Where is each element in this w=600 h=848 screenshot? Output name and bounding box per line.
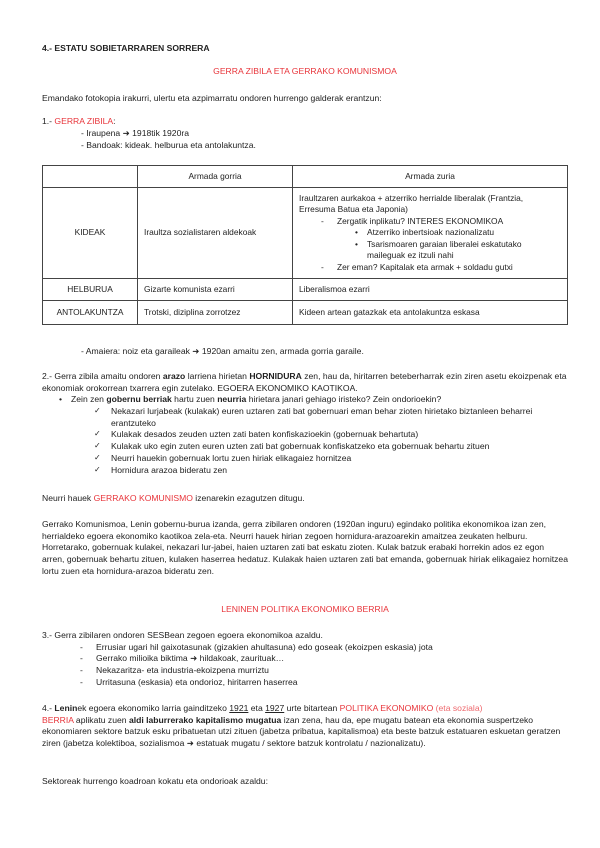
q3-item-3: - Nekazaritza- eta industria-ekoizpena murriztu bbox=[80, 665, 568, 677]
row-label-antolakuntza: ANTOLAKUNTZA bbox=[43, 300, 138, 324]
kideak-white-list bbox=[299, 216, 561, 227]
q1-label: GERRA ZIBILA bbox=[54, 116, 114, 126]
kideak-white-question-2: - Zer eman? Kapitalak eta armak + soldadu gutxi bbox=[321, 262, 561, 273]
q2-tick-1: ✓ Nekazari lurjabeak (kulakak) euren uztaren zati bat gobernuari eman behar zioten hirietako biztanleen beharrei erantzuteko bbox=[94, 406, 570, 429]
armies-table bbox=[42, 165, 568, 325]
table-row-antolakuntza bbox=[43, 300, 568, 324]
kideak-white-sublist bbox=[299, 227, 561, 261]
q4-part: urte bitartean bbox=[284, 703, 340, 713]
q4-limited-capitalism: aldi laburrerako kapitalismo mugatua bbox=[128, 714, 282, 725]
kideak-white-bullet-2: • Tsarismoaren garaian liberalei eskatutako maileguak ez itzuli nahi bbox=[355, 239, 561, 262]
table-header-empty bbox=[43, 166, 138, 188]
q4-part: 4.- bbox=[42, 703, 55, 713]
q2-b-gobernu: gobernu berriak bbox=[106, 394, 172, 405]
question-3 bbox=[42, 630, 568, 688]
q2-b-neurria: neurria bbox=[217, 394, 247, 405]
q2-tick-3: ✓ Kulakak uko egin zuten euren uzten zati bat gobernuak konfiskatzeko eta gobernuak behartu zituen bbox=[94, 441, 570, 453]
q1-list bbox=[81, 128, 256, 151]
kideak-white bbox=[293, 188, 568, 279]
kideak-white-intro: Iraultzaren aurkakoa + atzerriko herrialde liberalak (Frantzia, Erresuma Batua eta Japonia) bbox=[299, 193, 524, 215]
q2-bullets bbox=[42, 394, 570, 406]
kideak-red: Iraultza sozialistaren aldekoak bbox=[138, 188, 293, 279]
q2-part: larriena hirietan bbox=[185, 371, 250, 381]
kideak-white-bullet-1: • Atzerriko inbertsioak nazionalizatu bbox=[355, 227, 561, 238]
q4-nep-social: (eta soziala) bbox=[433, 703, 483, 713]
q4-part: aplikatu zuen bbox=[73, 714, 129, 725]
closing-line: Sektoreak hurrengo koadroan kokatu eta ondorioak azaldu: bbox=[42, 776, 268, 786]
neurri-part: izenarekin ezagutzen ditugu. bbox=[192, 493, 305, 503]
section-title: 4.- ESTATU SOBIETARRAREN SORRERA bbox=[42, 43, 210, 53]
q4-year-1921: 1921 bbox=[229, 703, 249, 713]
q2-tick-2: ✓ Kulakak desados zeuden uzten zati baten konfiskazioekin (gobernuak behartuta) bbox=[94, 429, 570, 441]
q2-text bbox=[42, 371, 570, 394]
war-communism-paragraph: Gerrako Komunismoa, Lenin gobernu-burua izanda, gerra zibilaren ondoren (1920an inguru) egindako politika ekonomikoa izan zen, herrialdeko egoera ekonomiko kaotikoa zela-eta. Neurri hauek hirian zegoen hornidura-arazoarekin amaitzea zeukaten helburu. Horretarako, gobernuak kulakei, nekazari lur-jabei, haien uztaren zati bat eskatu zioten. Kulak batzuk erabaki horrekin ados ez egon arren, gobernuak behartu zituen, kulaken haserrea hedatuz. Kulakak haien uztaren zati bat emanda, gobernuak hiriak elikagaiez hornitzea lortu zuen eta hornidura-arazoa bideratu zen. bbox=[42, 519, 568, 576]
q4-lenin: Lenin bbox=[54, 703, 78, 713]
row-label-kideak: KIDEAK bbox=[43, 188, 138, 279]
q2-bullet-question bbox=[59, 394, 570, 406]
q2-hornidura: HORNIDURA bbox=[249, 371, 302, 381]
intro-text: Emandako fotokopia irakurri, ulertu eta azpimarratu ondoren hurrengo galderak erantzun: bbox=[42, 93, 382, 103]
q3-item-2: - Gerrako milioika biktima ➜ hildakoak, zaurituak… bbox=[80, 653, 568, 665]
q4-year-1927: 1927 bbox=[265, 703, 285, 713]
helburua-red: Gizarte komunista ezarri bbox=[138, 278, 293, 300]
table-row-kideak bbox=[43, 188, 568, 279]
question-2 bbox=[42, 371, 570, 476]
q2-tick-5: ✓ Hornidura arazoa bideratu zen bbox=[94, 465, 570, 477]
q3-text: 3.- Gerra zibilaren ondoren SESBean zegoen egoera ekonomikoa azaldu. bbox=[42, 630, 323, 640]
q1-item-sides: - Bandoak: kideak. helburua eta antolakuntza. bbox=[81, 139, 256, 150]
amaiera-line: - Amaiera: noiz eta garaileak ➜ 1920an amaitu zen, armada gorria garaile. bbox=[81, 346, 364, 356]
heading-nep: LENINEN POLITIKA EKONOMIKO BERRIA bbox=[221, 604, 389, 614]
neurri-gerrako-komunismo: GERRAKO KOMUNISMO bbox=[93, 493, 193, 503]
row-label-helburua: HELBURUA bbox=[43, 278, 138, 300]
q4-part: ek egoera ekonomiko larria gainditzeko bbox=[77, 703, 230, 713]
kideak-white-question-1: - Zergatik inplikatu? INTERES EKONOMIKOA bbox=[321, 216, 561, 227]
helburua-white: Liberalismoa ezarri bbox=[293, 278, 568, 300]
q1-colon: : bbox=[113, 116, 116, 126]
antolakuntza-red: Trotski, diziplina zorrotzez bbox=[138, 300, 293, 324]
q2-b-part: hirietara janari gehiago iristeko? Zein ondorioekin? bbox=[246, 394, 442, 405]
q1-num: 1.- bbox=[42, 116, 55, 126]
q4-part: izan zena, hau da, epe mugatu batean eta ekonomia suspertzeko ekonomiaren sektore batzuk esku pribatuetan utzi zituen (jabetza pribatua, kapitalismoa) eta beste batzuk estatuaren eskuetan geratzen ziren (jabetza kolektiboa, sozialismoa ➜ estatuak mugatu / sektore batzuk kontrolatu / nazionalizatu). bbox=[42, 714, 561, 749]
heading-civil-war: GERRA ZIBILA ETA GERRAKO KOMUNISMOA bbox=[213, 66, 397, 76]
table-row-helburua bbox=[43, 278, 568, 300]
table-header-white-army: Armada zuria bbox=[293, 166, 568, 188]
q2-arazo: arazo bbox=[162, 371, 186, 381]
q4-nep-berria: BERRIA bbox=[42, 714, 74, 725]
q2-ticks bbox=[42, 406, 570, 476]
q3-item-1: - Errusiar ugari hil gaixotasunak (gizakien ahultasuna) edo goseak (ekoizpen eskasia) jota bbox=[80, 642, 568, 654]
neurri-line bbox=[42, 493, 305, 505]
neurri-part: Neurri hauek bbox=[42, 493, 94, 503]
q2-b-part: hartu zuen bbox=[171, 394, 218, 405]
q2-part: 2.- Gerra zibila amaitu ondoren bbox=[42, 371, 163, 381]
q4-part: eta bbox=[248, 703, 266, 713]
q2-tick-4: ✓ Neurri hauekin gobernuak lortu zuen hiriak elikagaiez hornitzea bbox=[94, 453, 570, 465]
question-4 bbox=[42, 703, 570, 750]
table-header-row bbox=[43, 166, 568, 188]
antolakuntza-white: Kideen artean gatazkak eta antolakuntza eskasa bbox=[293, 300, 568, 324]
kideak-white-list-2 bbox=[299, 262, 561, 273]
q4-nep-label: POLITIKA EKONOMIKO bbox=[339, 703, 434, 713]
q3-list bbox=[42, 642, 568, 689]
q1-item-duration: - Iraupena ➜ 1918tik 1920ra bbox=[81, 128, 190, 138]
table-header-red-army: Armada gorria bbox=[138, 166, 293, 188]
question-1 bbox=[42, 116, 116, 128]
q2-part: zen, hau da, hiritarren beteberharrak ezin ziren asetu ekoizpenak eta ekonomiak orokorrean txarrera egin zutelako. EGOERA EKONOMIKO KAOTIKOA. bbox=[42, 371, 567, 393]
q2-b-part: Zein zen bbox=[71, 394, 107, 405]
q3-item-4: - Urritasuna (eskasia) eta ondorioz, hiritarren haserrea bbox=[80, 677, 568, 689]
